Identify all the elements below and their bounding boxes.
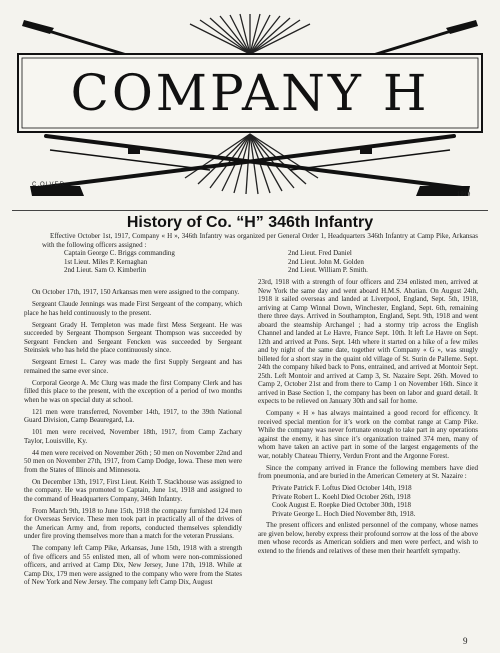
article-heading: History of Co. “H” 346th Infantry [126,214,374,231]
paragraph: From March 9th, 1918 to June 15th, 1918 the company furnished 124 men for Overseas Service. These men took part in practically all of the drives of the American Army and, from reports, conducted themselves splendidly under fire proving themselves more than a match for the veteran Prussians. [24,506,242,540]
intro-right [268,249,478,275]
paragraph: Sergeant Grady H. Templeton was made first Mess Sergeant. He was succeeded by Sergeant Thompson Sergeant Thompson was succeeded by Sergeant Fencken and Sergeant Fencken was succeeded by Sergeant Steinsiek who has held the place continuously since. [24,320,242,354]
paragraph: Company « H » has always maintained a good record for efficency. It received special mention for it’s work on the combat range at Camp Pike. While the company was never fortunate enough to take part in any operations against the enemy, it has since it’s organization trained 374 men, many of whom have taken an active part in some of the largest engagements of the war, notably Chateau Thierry, Verdun Front and the Argonne Forest. [258,409,478,460]
paragraph: 23rd, 1918 with a strength of four officers and 234 enlisted men, arrived at New York the same day and went aboard H.M.S. Abatian. On August 24th, 1918 it sailed overseas and landed at Liverpool, England, Sept. 5th, 1918, arriving at Camp Winnal Down, Winchester, England, Sept. 6th, remaining there three days. Arrived in Southampton, England, Sept. 9th, 1918 and went aboard the steamship Archangel ; had a stormy trip across the English Channel and landed at Le Havre, France Sept. 10th. It left Le Havre on Sept. 12th and arrived at Pons. Sept. 14th where it started on a hike of a few miles and by night of the same date, together with Company « G », was snugly billeted for a short stay in the quaint old village of St. Surin de Palleme. Sept. 24th the company hiked back to Pons, entrained, and arrived at Montoir Sept. 25th. Left Montoir and arrived at Camp 3, St. Nazaire Sept. 26th. Moved to Camp 2, October 21st and from there to Camp 1 on November 16th. Since it arrived in Base Section 1, the company has been on labor and guard detail. It expects to be relieved on January 30th and sail for home. [258,278,478,405]
death-record: Cook August E. Roepke Died October 30th, 1918 [272,501,412,509]
company-title: COMPANY H [70,64,430,122]
deaths-list [258,484,478,518]
officer-item: 2nd Lieut. William P. Smith. [288,266,368,275]
officers-list-right [268,249,478,275]
company-banner [10,10,490,206]
officer-item: 2nd Lieut. Fred Daniel [288,249,352,257]
paragraph: Since the company arrived in France the following members have died from pneumonia, and are buried in the American Cemetery at St. Nazaire : [258,463,478,480]
paragraph: Sergeant Claude Jennings was made First Sergeant of the company, which place he has held continuously to the present. [24,300,242,317]
death-record: Private Patrick F. Loftus Died October 14th, 1918 [272,484,412,492]
artist-signature: C.OLVER [32,182,65,188]
death-record: Private Robert L. Koehl Died October 26th, 1918 [272,492,411,501]
paragraph: Corporal George A. Mc Clurg was made the first Company Clerk and has filled this place to the present, with the exception of a period of two months when he was on special duty at school. [24,378,242,404]
paragraph: 121 men were transferred, November 14th, 1917, to the 39th National Guard Division, Camp Beauregard, La. [24,407,242,424]
left-column [24,288,242,590]
officers-list-left [42,249,266,275]
closing-paragraph: The present officers and enlisted personnel of the company, whose names are given below, hereby express their profound sorrow at the loss of the above men whose records as American soldiers and men were perfect, and wish to extend to the friends and relatives of these men their heartfelt sympathy. [258,521,478,555]
paragraph: On December 13th, 1917, First Lieut. Keith T. Stackhouse was assigned to the company. He was promoted to Captain, June 1st, 1918 and assigned to the command of Headquarters Company, 346th Infantry. [24,477,242,503]
intro-paragraph: Effective October 1st, 1917, Company « H », 346th Infantry was organized per General Order 1, Headquarters 346th Infantry at Camp Pike, Arkansas with the following officers assigned : [42,232,478,249]
death-record: Private George L. Hoch Died November 8th, 1918. [272,509,416,518]
page-number: 9 [463,636,468,646]
paragraph: Sergeant Ernest L. Carey was made the first Supply Sergeant and has remained the same ever since. [24,358,242,375]
officer-item: Captain George C. Briggs commanding [64,249,175,257]
officer-item: 1st Lieut. Miles P. Kernaghan [64,257,148,266]
right-column [258,278,478,559]
paragraph: 101 men were received, November 18th, 1917, from Camp Zachary Taylor, Louisville, Ky. [24,428,242,445]
paragraph: 44 men were received on November 26th ; 50 men on November 22nd and 50 men on November 27th, 1917, from Camp Dodge, Iowa. These men were from the States of Illinois and Minnesota. [24,448,242,474]
officer-item: 2nd Lieut. Sam O. Kimberlin [64,266,147,275]
top-rule [12,210,488,211]
banner-year: 1919 [457,192,471,198]
paragraph: The company left Camp Pike, Arkansas, June 15th, 1918 with a strength of five officers and 55 enlisted men, all of whom were non-commissioned officers, and arrived at Camp Dix, New Jersey, June 17th, 1918. While at Camp Dix, 179 men were assigned to the company who were from the States of New York and New Jersey. The company left Camp Dix, August [24,544,242,586]
officer-item: 2nd Lieut. John M. Golden [288,257,364,266]
paragraph: On October 17th, 1917, 150 Arkansas men were assigned to the company. [32,288,240,296]
